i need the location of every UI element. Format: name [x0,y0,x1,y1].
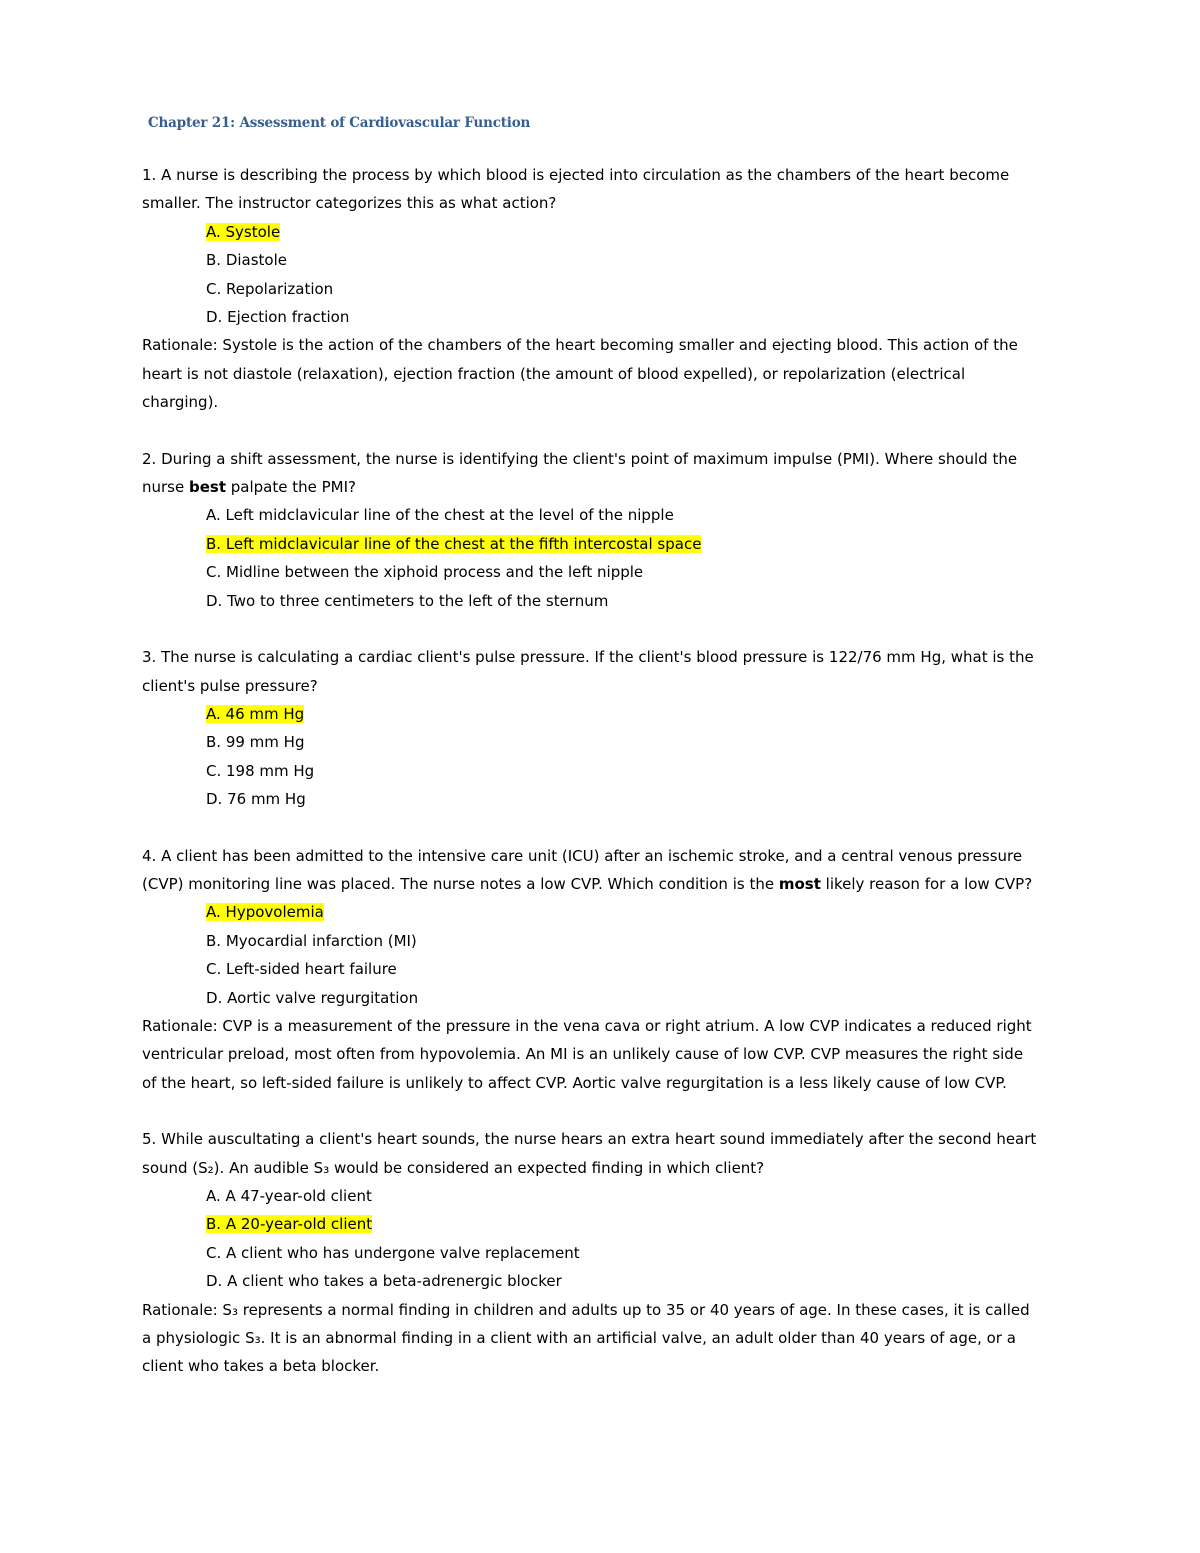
question-1-option-a [206,218,1100,246]
correct-answer-highlight: B. Left midclavicular line of the chest at the fifth intercostal space [206,534,702,553]
question-4-emphasis: most [778,874,821,893]
question-5-options [142,1182,1100,1296]
question-2-text-pre: nurse [142,478,189,497]
question-2-text-line-2 [142,473,1100,501]
question-1-option-d: D. Ejection fraction [206,308,350,327]
question-4-text-line-1: 4. A client has been admitted to the intensive care unit (ICU) after an ischemic stroke, and a central venous pressure [142,846,1023,865]
correct-answer-highlight: B. A 20-year-old client [206,1215,373,1234]
question-3-options [142,700,1100,814]
question-3-text-line-1: 3. The nurse is calculating a cardiac client's pulse pressure. If the client's blood pressure is 122/76 mm Hg, what is the [142,648,1034,667]
question-4-option-d: D. Aortic valve regurgitation [206,988,419,1007]
question-2-text-line-1: 2. During a shift assessment, the nurse is identifying the client's point of maximum impulse (PMI). Where should the [142,449,1018,468]
question-5-option-b [206,1210,1100,1238]
question-2-option-d: D. Two to three centimeters to the left of the sternum [206,591,609,610]
question-5-rationale-line-1: Rationale: S₃ represents a normal finding in children and adults up to 35 or 40 years of age. In these cases, it is called [142,1300,1030,1319]
question-2-option-c: C. Midline between the xiphoid process and the left nipple [206,563,644,582]
question-4-rationale-line-1: Rationale: CVP is a measurement of the pressure in the vena cava or right atrium. A low CVP indicates a reduced right [142,1016,1032,1035]
question-1-options [142,218,1100,332]
question-2-option-a: A. Left midclavicular line of the chest at the level of the nipple [206,506,674,525]
question-1-rationale-line-1: Rationale: Systole is the action of the chambers of the heart becoming smaller and ejecting blood. This action of the [142,336,1018,355]
question-5-option-a: A. A 47-year-old client [206,1187,372,1205]
question-4-rationale-line-3: of the heart, so left-sided failure is unlikely to affect CVP. Aortic valve regurgitation is a less likely cause of low CVP. [142,1073,1007,1092]
question-4 [142,842,1100,1098]
question-1-text-line-2: smaller. The instructor categorizes this as what action? [142,194,557,213]
question-1-option-b: B. Diastole [206,251,288,270]
question-2-options [142,501,1100,615]
question-2-text-post: palpate the PMI? [226,478,357,497]
correct-answer-highlight: A. Systole [206,222,281,241]
question-3-option-a [206,700,1100,728]
question-4-text-post: likely reason for a low CVP? [820,874,1033,893]
question-3 [142,643,1100,813]
question-4-text-pre: (CVP) monitoring line was placed. The nurse notes a low CVP. Which condition is the [142,874,779,893]
question-4-option-b: B. Myocardial infarction (MI) [206,931,417,950]
question-5-text-line-1: 5. While auscultating a client's heart sounds, the nurse hears an extra heart sound immediately after the second heart [142,1130,1037,1149]
question-1-rationale-line-3: charging). [142,393,219,412]
question-4-option-c: C. Left-sided heart failure [206,960,397,979]
question-3-option-d: D. 76 mm Hg [206,790,306,809]
question-2-option-b [206,530,1100,558]
question-5-rationale-line-2: a physiologic S₃. It is an abnormal finding in a client with an artificial valve, an adult older than 40 years of age, or a [142,1329,1016,1348]
question-4-option-a [206,898,1100,926]
question-4-rationale-line-2: ventricular preload, most often from hypovolemia. An MI is an unlikely cause of low CVP. CVP measures the right side [142,1045,1024,1064]
correct-answer-highlight: A. 46 mm Hg [206,704,305,723]
question-4-text-line-2 [142,870,1100,898]
question-5-text-line-2: sound (S₂). An audible S₃ would be considered an expected finding in which client? [142,1158,765,1177]
question-5 [142,1125,1100,1381]
question-1-rationale-line-2: heart is not diastole (relaxation), ejection fraction (the amount of blood expelled), or repolarization (electrical [142,364,966,383]
question-1-text-line-1: 1. A nurse is describing the process by which blood is ejected into circulation as the chambers of the heart become [142,166,1010,184]
question-2 [142,445,1100,615]
correct-answer-highlight: A. Hypovolemia [206,903,324,922]
question-1 [142,161,1100,417]
question-5-rationale-line-3: client who takes a beta blocker. [142,1357,380,1376]
question-1-option-c: C. Repolarization [206,279,334,298]
question-2-emphasis: best [189,478,227,497]
question-3-option-b: B. 99 mm Hg [206,733,305,752]
question-3-text-line-2: client's pulse pressure? [142,676,318,695]
question-4-options [142,898,1100,1012]
question-5-option-c: C. A client who has undergone valve replacement [206,1243,580,1262]
question-5-option-d: D. A client who takes a beta-adrenergic blocker [206,1272,562,1291]
chapter-title: Chapter 21: Assessment of Cardiovascular Function [148,115,531,131]
question-3-option-c: C. 198 mm Hg [206,761,315,780]
